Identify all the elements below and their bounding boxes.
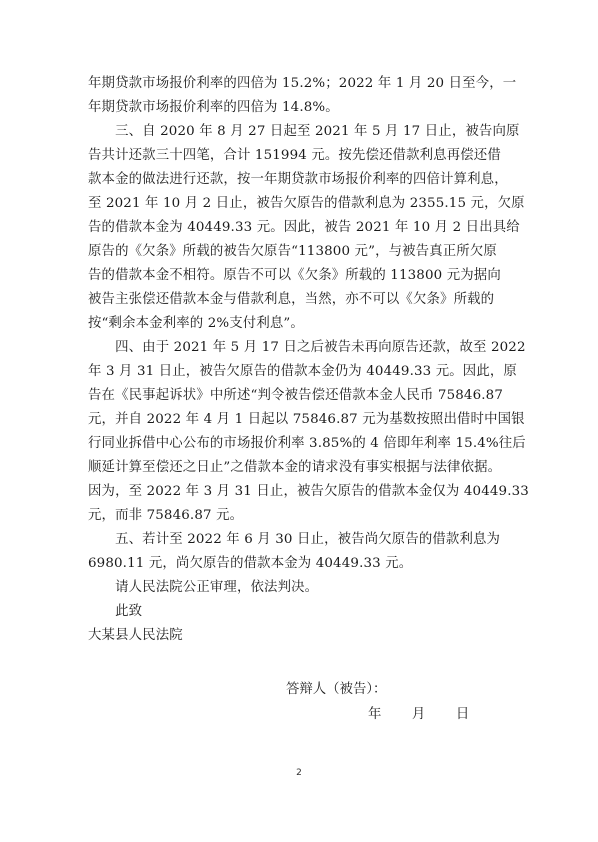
text-line: 顺延计算至偿还之日止”之借款本金的请求没有事实根据与法律依据。 [88, 460, 502, 475]
text-line: 因为，至 2022 年 3 月 31 日止，被告欠原告的借款本金仅为 40449.33 [88, 484, 529, 499]
text-line: 被告主张偿还借款本金与借款利息，当然，亦不可以《欠条》所载的 [88, 292, 495, 307]
text-line: 元，并自 2022 年 4 月 1 日起以 75846.87 元为基数按照出借时中国银 [88, 412, 525, 427]
text-line: 原告的《欠条》所载的被告欠原告“113800 元”，与被告真正所欠原 [88, 244, 497, 259]
text-line: 至 2021 年 10 月 2 日止，被告欠原告的借款利息为 2355.15 元，欠原 [88, 196, 525, 211]
text-line: 告共计还款三十四笔，合计 151994 元。按先偿还借款利息再偿还借 [88, 148, 501, 163]
date-line [368, 703, 469, 727]
text-line: 年 3 月 31 日止，被告欠原告的借款本金仍为 40449.33 元。因此，原 [88, 364, 517, 379]
court-name: 大某县人民法院 [88, 628, 183, 643]
text-line: 告的借款本金为 40449.33 元。因此，被告 2021 年 10 月 2 日出具给 [88, 220, 520, 235]
text-line: 年期贷款市场报价利率的四倍为 15.2%；2022 年 1 月 20 日至今，一 [88, 76, 517, 91]
document-body [88, 72, 529, 648]
paragraph-three-line: 三、自 2020 年 8 月 27 日起至 2021 年 5 月 17 日止，被告向原 [88, 124, 520, 139]
paragraph-four-line: 四、由于 2021 年 5 月 17 日之后被告未再向原告还款，故至 2022 [88, 340, 526, 355]
date-month: 月 [411, 707, 426, 722]
text-line: 按“剩余本金利率的 2%支付利息”。 [88, 316, 304, 331]
text-line: 告的借款本金不相符。原告不可以《欠条》所载的 113800 元为据向 [88, 268, 501, 283]
closing-request: 请人民法院公正审理，依法判决。 [88, 580, 319, 595]
text-line: 告在《民事起诉状》中所述“判令被告偿还借款本金人民币 75846.87 [88, 388, 504, 403]
text-line: 6980.11 元，尚欠原告的借款本金为 40449.33 元。 [88, 556, 413, 571]
text-line: 款本金的做法进行还款，按一年期贷款市场报价利率的四倍计算利息， [88, 172, 508, 187]
closing-salutation: 此致 [88, 604, 143, 619]
signature-label: 答辩人（被告）： [286, 682, 387, 697]
text-line: 年期贷款市场报价利率的四倍为 14.8%。 [88, 100, 339, 115]
text-line: 行同业拆借中心公布的市场报价利率 3.85%的 4 倍即年利率 15.4%往后 [88, 436, 526, 451]
paragraph-five-line: 五、若计至 2022 年 6 月 30 日止，被告尚欠原告的借款利息为 [88, 532, 501, 547]
date-day: 日 [455, 707, 470, 722]
date-year: 年 [368, 707, 382, 722]
text-line: 元，而非 75846.87 元。 [88, 508, 244, 523]
page-number: 2 [296, 768, 302, 778]
